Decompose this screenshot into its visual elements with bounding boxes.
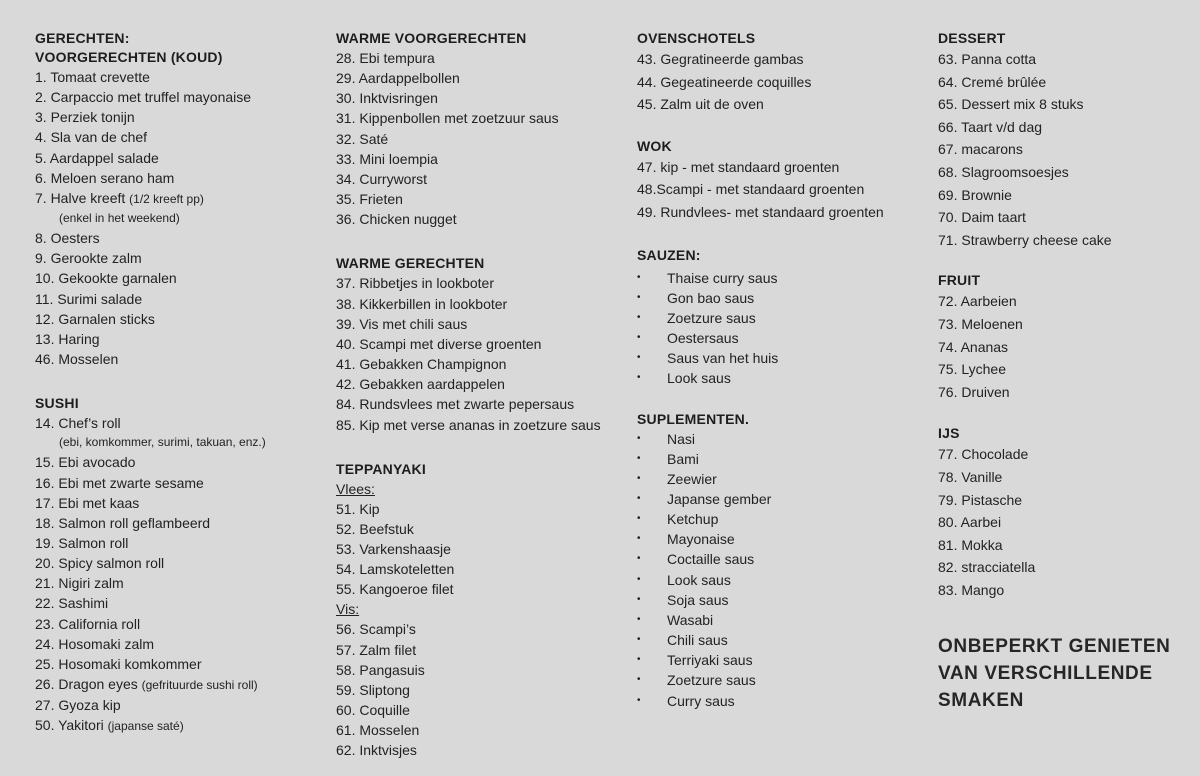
slogan-line: VAN VERSCHILLENDE: [938, 663, 1153, 685]
subsection-label-vlees: Vlees:: [336, 480, 375, 497]
warme-voorgerechten-list: [336, 48, 626, 229]
menu-item: 40. Scampi met diverse groenten: [336, 335, 542, 352]
menu-column-4: [938, 29, 1193, 714]
menu-item: 5. Aardappel salade: [35, 149, 159, 166]
menu-item: 54. Lamskoteletten: [336, 561, 455, 578]
section-title-wok: WOK: [637, 137, 672, 154]
list-item: • Nasi: [637, 429, 927, 449]
menu-item: 65. Dessert mix 8 stuks: [938, 96, 1084, 113]
menu-item: 24. Hosomaki zalm: [35, 635, 155, 652]
menu-item: 73. Meloenen: [938, 315, 1023, 332]
menu-column-1: [35, 29, 315, 737]
menu-item: 68. Slagroomsoesjes: [938, 163, 1069, 180]
menu-item: 59. Sliptong: [336, 681, 410, 698]
menu-item: 83. Mango: [938, 581, 1005, 598]
list-item: • Japanse gember: [637, 489, 927, 509]
menu-item: 28. Ebi tempura: [336, 50, 435, 66]
section-title-warme-voorgerechten: WARME VOORGERECHTEN: [336, 30, 527, 46]
menu-item: 85. Kip met verse ananas in zoetzure saus: [336, 416, 601, 433]
section-title-sushi: SUSHI: [35, 395, 79, 412]
list-item: • Oestersaus: [637, 328, 927, 348]
menu-item: 77. Chocolade: [938, 446, 1029, 463]
menu-item: 3. Perziek tonijn: [35, 109, 135, 126]
menu-item: 57. Zalm filet: [336, 641, 417, 658]
menu-item: 30. Inktvisringen: [336, 90, 438, 107]
menu-item: 41. Gebakken Champignon: [336, 356, 507, 373]
menu-item: 70. Daim taart: [938, 209, 1026, 226]
section-title-gerechten: GERECHTEN:: [35, 30, 130, 46]
menu-column-2: [336, 29, 626, 761]
menu-item: 43. Gegratineerde gambas: [637, 51, 804, 67]
suplementen-list: [637, 429, 927, 711]
section-title-suplementen: SUPLEMENTEN.: [637, 410, 750, 427]
menu-item-note: (gefrituurde sushi roll): [141, 678, 258, 693]
list-item: • Zeewier: [637, 469, 927, 489]
menu-item-label: 26. Dragon eyes: [35, 676, 138, 693]
menu-item: 51. Kip: [336, 500, 380, 517]
menu-item: 20. Spicy salmon roll: [35, 555, 165, 572]
menu-item: 48.Scampi - met standaard groenten: [637, 181, 865, 198]
menu-item: 23. California roll: [35, 615, 141, 632]
menu-item: 22. Sashimi: [35, 595, 109, 612]
list-item: • Wasabi: [637, 610, 927, 630]
sauzen-list: [637, 268, 927, 389]
list-item: • Look saus: [637, 368, 927, 388]
menu-item-note: (1/2 kreeft pp): [129, 191, 204, 206]
menu-item: 55. Kangoeroe filet: [336, 581, 454, 598]
menu-item: 34. Curryworst: [336, 170, 428, 187]
wok-list: [637, 156, 927, 224]
menu-item: 76. Druiven: [938, 383, 1010, 400]
menu-item: 44. Gegeatineerde coquilles: [637, 73, 812, 90]
menu-item: 36. Chicken nugget: [336, 211, 457, 228]
menu-item: 15. Ebi avocado: [35, 454, 136, 471]
menu-item: 2. Carpaccio met truffel mayonaise: [35, 89, 252, 106]
section-title-voorgerechten-koud: VOORGERECHTEN (KOUD): [35, 49, 223, 65]
list-item: • Gon bao saus: [637, 288, 927, 308]
menu-item: 69. Brownie: [938, 186, 1012, 203]
menu-item: 45. Zalm uit de oven: [637, 96, 764, 113]
fruit-list: [938, 290, 1193, 403]
menu-item: 74. Ananas: [938, 338, 1009, 355]
menu-item: 31. Kippenbollen met zoetzuur saus: [336, 110, 559, 127]
section-title-teppanyaki: TEPPANYAKI: [336, 460, 426, 477]
menu-item-dragon-eyes: [35, 674, 315, 695]
menu-item: 64. Cremé brûlée: [938, 73, 1047, 90]
menu-item: 42. Gebakken aardappelen: [336, 376, 505, 393]
menu-item: 29. Aardappelbollen: [336, 70, 460, 87]
voorgerechten-koud-list: [35, 67, 315, 369]
menu-item: 13. Haring: [35, 330, 100, 347]
menu-item-label: 7. Halve kreeft: [35, 189, 126, 206]
list-item: • Terriyaki saus: [637, 650, 927, 670]
menu-item: 58. Pangasuis: [336, 661, 425, 678]
menu-item-note: (japanse saté): [107, 719, 184, 734]
list-item: • Soja saus: [637, 590, 927, 610]
list-item: • Curry saus: [637, 691, 927, 711]
menu-item: 78. Vanille: [938, 468, 1003, 485]
list-item: • Look saus: [637, 570, 927, 590]
list-item: • Zoetzure saus: [637, 670, 927, 690]
menu-item: 12. Garnalen sticks: [35, 310, 155, 327]
list-item: • Ketchup: [637, 509, 927, 529]
slogan: [938, 633, 1193, 714]
list-item: • Chili saus: [637, 630, 927, 650]
section-title-warme-gerechten: WARME GERECHTEN: [336, 255, 485, 272]
list-item: • Bami: [637, 449, 927, 469]
slogan-line: SMAKEN: [938, 690, 1024, 712]
menu-item: 38. Kikkerbillen in lookboter: [336, 295, 508, 312]
section-title-fruit: FRUIT: [938, 272, 981, 289]
menu-item: 84. Rundsvlees met zwarte pepersaus: [336, 396, 575, 413]
list-item: • Mayonaise: [637, 529, 927, 549]
menu-item-subnote: (enkel in het weekend): [59, 211, 180, 226]
section-title-ijs: IJS: [938, 425, 960, 442]
menu-item: 67. macarons: [938, 141, 1023, 158]
menu-item: 49. Rundvlees- met standaard groenten: [637, 203, 884, 220]
section-title-sauzen: SAUZEN:: [637, 246, 701, 263]
warme-gerechten-list: [336, 273, 626, 434]
list-item: • Saus van het huis: [637, 348, 927, 368]
menu-item: 4. Sla van de chef: [35, 129, 148, 146]
menu-item-chefs-roll: 14. Chef’s roll: [35, 415, 121, 432]
menu-item-yakitori: [35, 715, 315, 736]
menu-item: 37. Ribbetjes in lookboter: [336, 275, 494, 292]
menu-item: 53. Varkenshaasje: [336, 540, 451, 557]
menu-item: 81. Mokka: [938, 536, 1003, 553]
menu-item: 21. Nigiri zalm: [35, 575, 124, 592]
menu-item: 62. Inktvisjes: [336, 742, 417, 759]
menu-item: 47. kip - met standaard groenten: [637, 158, 840, 175]
ovenschotels-list: [637, 48, 927, 116]
teppanyaki-vis-list: [336, 619, 626, 760]
menu-item: 39. Vis met chili saus: [336, 315, 468, 332]
menu-item: 61. Mosselen: [336, 722, 420, 739]
menu-item: 82. stracciatella: [938, 559, 1036, 576]
subsection-label-vis: Vis:: [336, 601, 360, 618]
menu-item: 11. Surimi salade: [35, 290, 143, 307]
list-item: • Zoetzure saus: [637, 308, 927, 328]
list-item: • Thaise curry saus: [637, 268, 927, 288]
menu-item: 18. Salmon roll geflambeerd: [35, 514, 211, 531]
slogan-line: ONBEPERKT GENIETEN: [938, 636, 1171, 658]
menu-item: 32. Saté: [336, 130, 389, 147]
menu-item: 72. Aarbeien: [938, 293, 1017, 310]
menu-item: 56. Scampi’s: [336, 621, 416, 638]
menu-item: 46. Mosselen: [35, 351, 119, 368]
menu-item: 63. Panna cotta: [938, 51, 1037, 67]
menu-item: 17. Ebi met kaas: [35, 494, 140, 511]
menu-item: 35. Frieten: [336, 191, 403, 208]
menu-item: 10. Gekookte garnalen: [35, 270, 177, 287]
menu-item: 75. Lychee: [938, 361, 1006, 378]
list-item: • Coctaille saus: [637, 549, 927, 569]
menu-item: 6. Meloen serano ham: [35, 169, 175, 186]
sushi-list: [35, 413, 315, 736]
menu-column-3: [637, 29, 927, 711]
menu-item: 52. Beefstuk: [336, 520, 414, 537]
menu-item: 19. Salmon roll: [35, 534, 129, 551]
menu-item: 9. Gerookte zalm: [35, 250, 142, 267]
menu-item: 80. Aarbei: [938, 514, 1002, 531]
section-title-dessert: DESSERT: [938, 30, 1006, 46]
menu-item: 27. Gyoza kip: [35, 697, 121, 714]
menu-item: 16. Ebi met zwarte sesame: [35, 474, 204, 491]
dessert-list: [938, 48, 1193, 251]
menu-item: 71. Strawberry cheese cake: [938, 231, 1112, 248]
menu-item: 8. Oesters: [35, 230, 100, 247]
menu-item: 60. Coquille: [336, 702, 410, 719]
menu-item-label: 50. Yakitori: [35, 717, 104, 734]
section-title-ovenschotels: OVENSCHOTELS: [637, 30, 756, 46]
teppanyaki-vlees-list: [336, 499, 626, 600]
menu-item: 25. Hosomaki komkommer: [35, 655, 202, 672]
menu-item-halve-kreeft: [35, 188, 315, 209]
menu-item: 33. Mini loempia: [336, 150, 438, 167]
ijs-list: [938, 443, 1193, 601]
menu-item-subnote: (ebi, komkommer, surimi, takuan, enz.): [59, 435, 266, 450]
menu-item: 66. Taart v/d dag: [938, 118, 1043, 135]
menu-item: 1. Tomaat crevette: [35, 69, 150, 85]
menu-item: 79. Pistasche: [938, 491, 1023, 508]
